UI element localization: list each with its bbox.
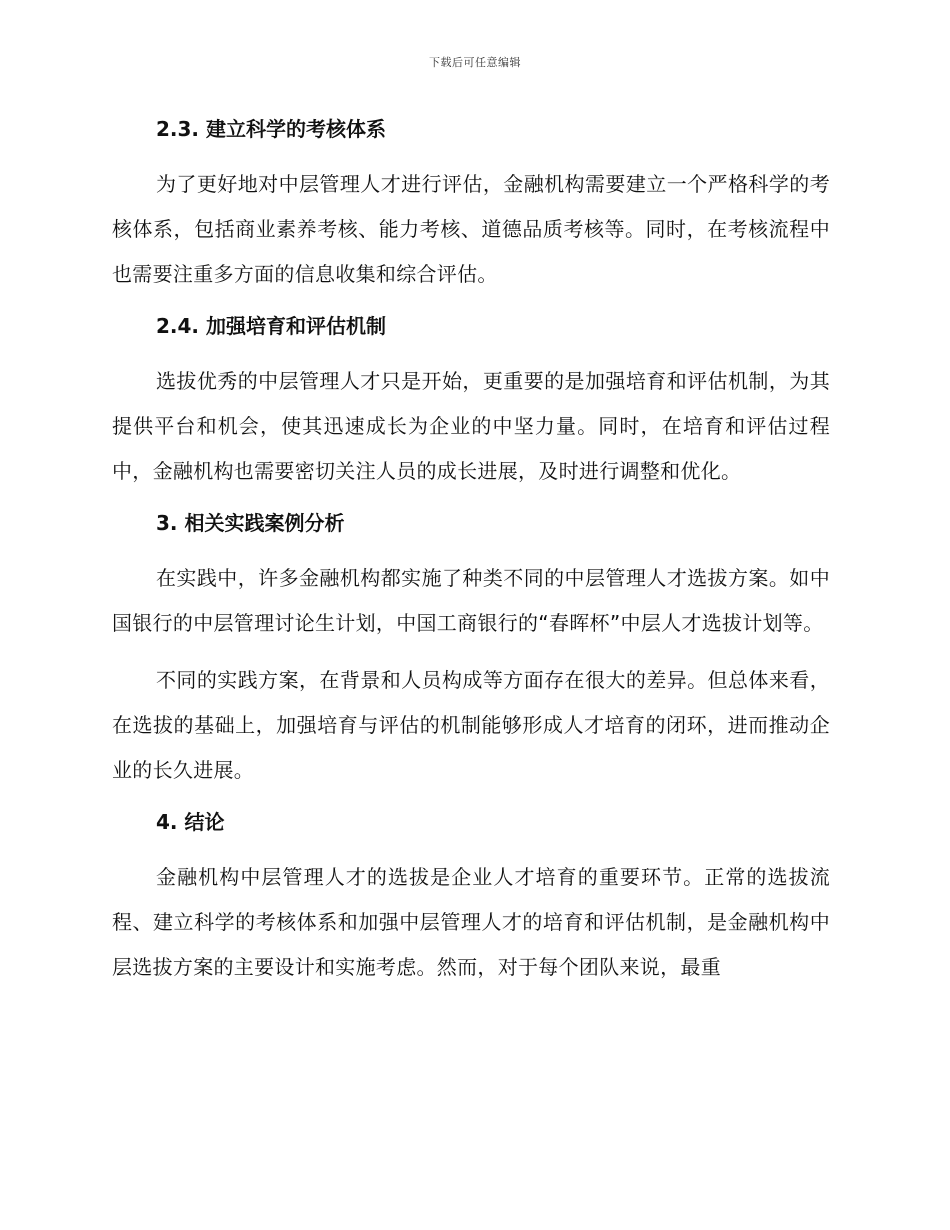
section-heading-3: 3. 相关实践案例分析 (156, 511, 345, 535)
section-heading-4: 4. 结论 (156, 810, 225, 834)
section-paragraph: 在实践中，许多金融机构都实施了种类不同的中层管理人才选拔方案。如中国银行的中层管理讨论生计划，中国工商银行的“春晖杯”中层人才选拔计划等。 (112, 566, 830, 635)
section-paragraph: 金融机构中层管理人才的选拔是企业人才培育的重要环节。正常的选拔流程、建立科学的考核体系和加强中层管理人才的培育和评估机制，是金融机构中层选拔方案的主要设计和实施考虑。然而，对于每个团队来说，最重 (112, 865, 830, 979)
section-paragraph: 为了更好地对中层管理人才进行评估，金融机构需要建立一个严格科学的考核体系，包括商业素养考核、能力考核、道德品质考核等。同时，在考核流程中也需要注重多方面的信息收集和综合评估。 (112, 172, 830, 286)
section-paragraph: 不同的实践方案，在背景和人员构成等方面存在很大的差异。但总体来看，在选拔的基础上，加强培育与评估的机制能够形成人才培育的闭环，进而推动企业的长久进展。 (112, 668, 830, 782)
section-heading-2-3: 2.3. 建立科学的考核体系 (156, 117, 386, 141)
section-heading-2-4: 2.4. 加强培育和评估机制 (156, 314, 386, 338)
section-paragraph: 选拔优秀的中层管理人才只是开始，更重要的是加强培育和评估机制，为其提供平台和机会，使其迅速成长为企业的中坚力量。同时，在培育和评估过程中，金融机构也需要密切关注人员的成长进展，及时进行调整和优化。 (112, 369, 830, 483)
page-header: 下载后可任意编辑 (429, 56, 521, 69)
document-body (112, 112, 830, 990)
